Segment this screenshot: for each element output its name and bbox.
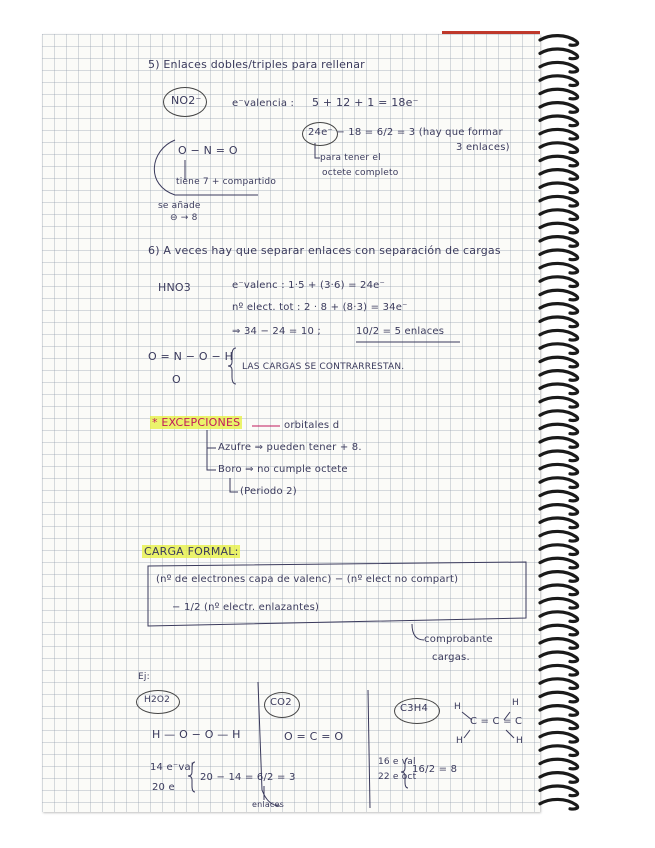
c3h4-h2: H <box>456 736 463 746</box>
spiral-loop <box>540 799 578 809</box>
valence-label: e⁻valencia : <box>232 98 295 109</box>
spiral-loop <box>540 49 578 59</box>
hno3-lewis-bottom: O <box>172 373 181 386</box>
spiral-loop <box>540 371 578 381</box>
c3h4-calc: 16/2 = 8 <box>412 764 458 775</box>
spiral-loop <box>540 665 578 675</box>
h2o2-val1: 14 e⁻val <box>150 762 194 773</box>
formula-hno3: HNO3 <box>158 281 191 294</box>
spiral-loop <box>540 424 578 434</box>
spiral-loop <box>540 397 578 407</box>
spiral-loop <box>540 183 578 193</box>
spiral-loop <box>540 639 578 649</box>
spiral-loop <box>540 317 578 327</box>
spiral-loop <box>540 116 578 126</box>
hno3-diff: ⇒ 34 − 24 = 10 ; <box>232 326 321 337</box>
spiral-loop <box>540 478 578 488</box>
spiral-loop <box>540 330 578 340</box>
spiral-loop <box>540 237 578 247</box>
exceptions-title-text: * EXCEPCIONES <box>152 416 241 429</box>
comprobante-note-2: cargas. <box>432 652 470 663</box>
spiral-loop <box>540 746 578 756</box>
spiral-loop <box>540 732 578 742</box>
h2o2-formula: H2O2 <box>144 695 171 705</box>
spiral-loop <box>540 652 578 662</box>
spiral-loop <box>540 491 578 501</box>
formal-charge-title <box>142 545 240 558</box>
spiral-loop <box>540 451 578 461</box>
section5-title: 5) Enlaces dobles/triples para rellenar <box>148 58 365 71</box>
spiral-loop <box>540 129 578 139</box>
section6-title: 6) A veces hay que separar enlaces con separación de cargas <box>148 244 501 257</box>
spiral-loop <box>540 612 578 622</box>
octet-calc: 24e⁻ − 18 = 6/2 = 3 (hay que formar <box>308 127 503 138</box>
spiral-loop <box>540 223 578 233</box>
spiral-loop <box>540 773 578 783</box>
spiral-loop <box>540 786 578 796</box>
hno3-valence: e⁻valenc : 1·5 + (3·6) = 24e⁻ <box>232 280 386 291</box>
spiral-loop <box>540 196 578 206</box>
spiral-loop <box>540 36 578 46</box>
formal-charge-line2: − 1/2 (nº electr. enlazantes) <box>172 602 320 613</box>
c3h4-h3: H <box>512 698 519 708</box>
spiral-loop <box>540 170 578 180</box>
c3h4-val2: 22 e oct <box>378 772 417 782</box>
spiral-loop <box>540 692 578 702</box>
spiral-loop <box>540 384 578 394</box>
valence-calc: 5 + 12 + 1 = 18e⁻ <box>312 96 419 109</box>
boron-note: Boro ⇒ no cumple octete <box>218 464 348 475</box>
c3h4-formula: C3H4 <box>400 703 429 714</box>
note-shared: tiene 7 + compartido <box>176 177 277 187</box>
spiral-loop <box>540 719 578 729</box>
spiral-loop <box>540 290 578 300</box>
spiral-loop <box>540 210 578 220</box>
hno3-lewis-top: O = N − O − H <box>148 350 234 363</box>
c3h4-h4: H <box>516 736 523 746</box>
octet-calc-2: 3 enlaces) <box>456 142 510 153</box>
period-note: (Periodo 2) <box>240 486 297 497</box>
spiral-loop <box>540 76 578 86</box>
spiral-loop <box>540 625 578 635</box>
spiral-loop <box>540 89 578 99</box>
spiral-loop <box>540 545 578 555</box>
spiral-loop <box>540 344 578 354</box>
example-label: Ej: <box>138 672 150 682</box>
sulfur-note: Azufre ⇒ pueden tener + 8. <box>218 442 362 453</box>
comprobante-note-1: comprobante <box>424 634 493 645</box>
h2o2-val2: 20 e <box>152 782 175 793</box>
h2o2-arrow-note: enlaces <box>252 800 285 809</box>
spiral-loop <box>540 706 578 716</box>
spiral-loop <box>540 585 578 595</box>
c3h4-structure: C = C = C <box>470 716 523 727</box>
hno3-total: nº elect. tot : 2 · 8 + (8·3) = 34e⁻ <box>232 302 408 313</box>
spiral-loop <box>540 531 578 541</box>
co2-formula: CO2 <box>270 697 292 708</box>
spiral-loop <box>540 518 578 528</box>
spiral-loop <box>540 62 578 72</box>
formal-charge-title-text: CARGA FORMAL: <box>144 545 239 558</box>
spiral-loop <box>540 357 578 367</box>
lewis-no2: O − N = O <box>178 144 238 157</box>
spiral-loop <box>540 143 578 153</box>
spiral-loop <box>540 156 578 166</box>
exceptions-title <box>150 416 242 429</box>
spiral-loop <box>540 438 578 448</box>
spiral-loop <box>540 558 578 568</box>
octet-note-2: octete completo <box>322 168 399 178</box>
octet-note-1: para tener el <box>320 153 381 163</box>
note-added-1: se añade <box>158 201 201 211</box>
spiral-loop <box>540 679 578 689</box>
c3h4-h1: H <box>454 702 461 712</box>
formula-no2: NO2⁻ <box>171 94 202 107</box>
spiral-loop <box>540 304 578 314</box>
spiral-loop <box>540 103 578 113</box>
formal-charge-line1: (nº de electrones capa de valenc) − (nº elect no compart) <box>156 574 459 585</box>
spiral-loop <box>540 277 578 287</box>
spiral-loop <box>540 759 578 769</box>
spiral-loop <box>540 250 578 260</box>
spiral-loop <box>540 572 578 582</box>
note-added-2: ⊖ → 8 <box>170 213 198 223</box>
spiral-loop <box>540 505 578 515</box>
charges-note: LAS CARGAS SE CONTRARRESTAN. <box>242 362 405 372</box>
spiral-loop <box>540 263 578 273</box>
c3h4-val1: 16 e val <box>378 757 416 767</box>
spiral-loop <box>540 464 578 474</box>
spiral-loop <box>540 598 578 608</box>
orbitals-note: orbitales d <box>284 420 340 431</box>
h2o2-calc: 20 − 14 = 6/2 = 3 <box>200 772 296 783</box>
co2-lewis: O = C = O <box>284 730 344 743</box>
spiral-binding <box>536 34 584 812</box>
h2o2-lewis: H — O − O — H <box>152 728 241 741</box>
hno3-bonds: 10/2 = 5 enlaces <box>356 326 445 337</box>
spiral-loop <box>540 411 578 421</box>
